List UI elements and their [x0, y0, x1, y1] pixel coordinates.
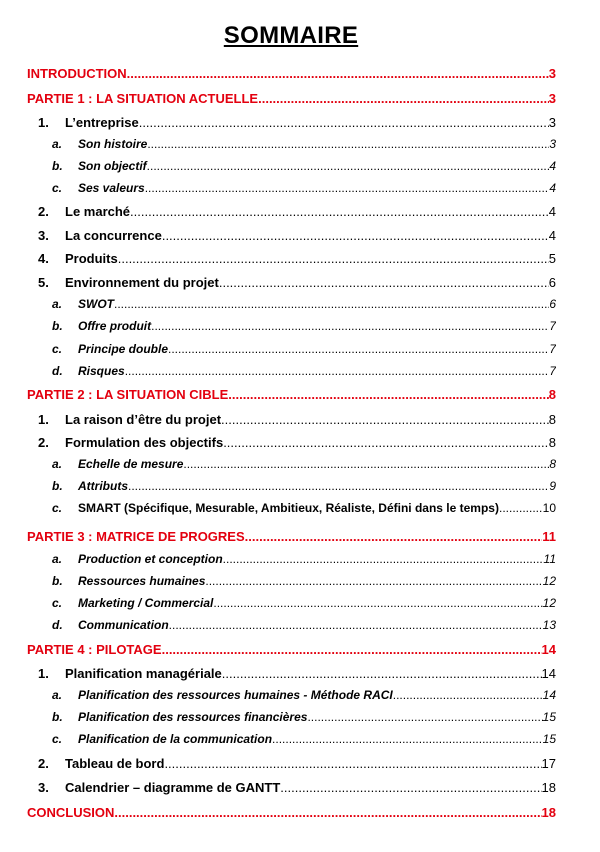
- toc-page-number: 14: [541, 666, 556, 681]
- toc-entry-label: Echelle de mesure: [78, 457, 184, 471]
- dot-leader: [499, 501, 543, 515]
- dot-leader: [114, 297, 549, 311]
- toc-entry-label: Marketing / Commercial: [78, 596, 214, 610]
- toc-page-number: 7: [549, 364, 556, 378]
- toc-entry-label: Communication: [78, 618, 169, 632]
- toc-entry-label: INTRODUCTION: [27, 66, 127, 81]
- toc-page-number: 13: [542, 618, 556, 632]
- dot-leader: [183, 457, 549, 471]
- toc-entry-produits[interactable]: [38, 251, 556, 269]
- toc-entry-planification-communication[interactable]: [52, 732, 556, 749]
- toc-entry-label: Son objectif: [78, 159, 147, 173]
- toc-entry-planification-financieres[interactable]: [52, 710, 556, 727]
- toc-page-number: 12: [542, 574, 556, 588]
- toc-entry-label: Ressources humaines: [78, 574, 206, 588]
- toc-entry-label: La concurrence: [65, 228, 162, 243]
- toc-entry-number: 1.: [38, 115, 49, 130]
- toc-entry-label: Production et conception: [78, 552, 223, 566]
- dot-leader: [164, 756, 541, 771]
- toc-entry-label: Principe double: [78, 342, 169, 356]
- toc-page-number: 4: [549, 181, 556, 195]
- toc-entry-calendrier-gantt[interactable]: [38, 780, 556, 798]
- dot-leader: [118, 251, 549, 266]
- dot-leader: [272, 732, 543, 746]
- toc-entry-label: SMART (Spécifique, Mesurable, Ambitieux, Réaliste, Défini dans le temps): [78, 501, 499, 515]
- toc-entry-entreprise[interactable]: [38, 115, 556, 133]
- dot-leader: [125, 364, 550, 378]
- toc-page-number: 4: [548, 204, 556, 219]
- toc-entry-label: Le marché: [65, 204, 131, 219]
- toc-entry-number: c.: [52, 342, 63, 356]
- dot-leader: [245, 529, 543, 544]
- dot-leader: [130, 204, 549, 219]
- toc-page-number: 3: [548, 66, 556, 81]
- toc-page-number: 11: [543, 552, 556, 566]
- toc-entry-label: PARTIE 1 : LA SITUATION ACTUELLE: [27, 91, 259, 106]
- toc-page-number: 7: [549, 342, 556, 356]
- dot-leader: [280, 780, 541, 795]
- toc-entry-echelle-de-mesure[interactable]: [52, 457, 556, 474]
- toc-entry-number: d.: [52, 364, 63, 378]
- toc-page-number: 3: [548, 91, 556, 106]
- toc-entry-label: PARTIE 4 : PILOTAGE: [27, 642, 162, 657]
- toc-entry-production-et-conception[interactable]: [52, 552, 556, 569]
- toc-entry-label: L’entreprise: [65, 115, 139, 130]
- toc-entry-number: b.: [52, 574, 63, 588]
- dot-leader: [258, 91, 549, 106]
- toc-entry-number: a.: [52, 137, 63, 151]
- dot-leader: [307, 710, 542, 724]
- toc-entry-label: Son histoire: [78, 137, 148, 151]
- dot-leader: [145, 181, 550, 195]
- dot-leader: [228, 387, 549, 402]
- toc-entry-introduction[interactable]: [27, 66, 556, 84]
- toc-entry-planification-manageriale[interactable]: [38, 666, 556, 684]
- toc-page-number: 3: [549, 137, 556, 151]
- toc-page-number: 5: [548, 251, 556, 266]
- toc-entry-number: b.: [52, 479, 63, 493]
- toc-entry-le-marche[interactable]: [38, 204, 556, 222]
- toc-entry-number: b.: [52, 319, 63, 333]
- toc-entry-son-histoire[interactable]: [52, 137, 556, 154]
- page-title: SOMMAIRE: [223, 22, 359, 49]
- dot-leader: [147, 159, 550, 173]
- dot-leader: [151, 319, 549, 333]
- dot-leader: [168, 342, 549, 356]
- toc-entry-label: Ses valeurs: [78, 181, 145, 195]
- toc-entry-partie-1[interactable]: [27, 91, 556, 109]
- toc-page-number: 12: [542, 596, 556, 610]
- toc-page-number: 4: [549, 159, 556, 173]
- toc-entry-raison-d-etre[interactable]: [38, 412, 556, 430]
- toc-page-number: 15: [542, 710, 556, 724]
- toc-entry-number: c.: [52, 596, 63, 610]
- toc-page-number: 8: [548, 435, 556, 450]
- toc-page-number: 9: [549, 479, 556, 493]
- toc-entry-label: Produits: [65, 251, 118, 266]
- toc-entry-label: La raison d’être du projet: [65, 412, 222, 427]
- toc-page-number: 7: [549, 319, 556, 333]
- toc-entry-partie-2[interactable]: [27, 387, 556, 405]
- dot-leader: [213, 596, 542, 610]
- toc-entry-label: PARTIE 3 : MATRICE DE PROGRES: [27, 529, 245, 544]
- toc-entry-number: d.: [52, 618, 63, 632]
- toc-entry-number: 5.: [38, 275, 49, 290]
- toc-page-number: 18: [541, 805, 556, 820]
- toc-entry-tableau-de-bord[interactable]: [38, 756, 556, 774]
- toc-entry-label: Calendrier – diagramme de GANTT: [65, 780, 281, 795]
- toc-page-number: 11: [542, 529, 556, 544]
- toc-entry-number: b.: [52, 159, 63, 173]
- toc-page-number: 15: [542, 732, 556, 746]
- toc-entry-label: SWOT: [78, 297, 114, 311]
- toc-entry-label: Planification des ressources humaines - Méthode RACI: [78, 688, 393, 702]
- toc-page-number: 4: [548, 228, 556, 243]
- toc-entry-number: 3.: [38, 780, 49, 795]
- dot-leader: [393, 688, 543, 702]
- toc-entry-label: CONCLUSION: [27, 805, 115, 820]
- dot-leader: [139, 115, 549, 130]
- dot-leader: [162, 228, 549, 243]
- toc-entry-la-concurrence[interactable]: [38, 228, 556, 246]
- toc-entry-risques[interactable]: [52, 364, 556, 381]
- toc-entry-label: Environnement du projet: [65, 275, 219, 290]
- toc-entry-conclusion[interactable]: [27, 805, 556, 823]
- dot-leader: [223, 435, 549, 450]
- dot-leader: [222, 666, 542, 681]
- toc-entry-swot[interactable]: [52, 297, 556, 314]
- toc-entry-planification-rh-raci[interactable]: [52, 688, 556, 705]
- toc-entry-number: 4.: [38, 251, 49, 266]
- toc-entry-number: c.: [52, 181, 63, 195]
- toc-page-number: 8: [548, 387, 556, 402]
- dot-leader: [127, 66, 549, 81]
- toc-entry-number: 1.: [38, 412, 49, 427]
- toc-entry-environnement-du-projet[interactable]: [38, 275, 556, 293]
- dot-leader: [221, 412, 549, 427]
- toc-entry-formulation-des-objectifs[interactable]: [38, 435, 556, 453]
- dot-leader: [223, 552, 544, 566]
- dot-leader: [128, 479, 549, 493]
- toc-entry-label: Planification managériale: [65, 666, 222, 681]
- toc-page-number: 14: [542, 688, 556, 702]
- toc-entry-communication[interactable]: [52, 618, 556, 635]
- toc-entry-attributs[interactable]: [52, 479, 556, 496]
- toc-entry-son-objectif[interactable]: [52, 159, 556, 176]
- toc-entry-label: Risques: [78, 364, 125, 378]
- toc-entry-smart[interactable]: [52, 501, 556, 518]
- toc-entry-number: 2.: [38, 435, 49, 450]
- toc-entry-label: Attributs: [78, 479, 128, 493]
- toc-page-number: 8: [548, 412, 556, 427]
- toc-entry-offre-produit[interactable]: [52, 319, 556, 336]
- toc-entry-partie-4[interactable]: [27, 642, 556, 660]
- toc-entry-number: a.: [52, 552, 63, 566]
- toc-page-number: 8: [549, 457, 556, 471]
- toc-entry-number: c.: [52, 732, 63, 746]
- toc-entry-label: Tableau de bord: [65, 756, 165, 771]
- dot-leader: [219, 275, 549, 290]
- toc-page-number: 10: [542, 501, 556, 515]
- toc-entry-number: b.: [52, 710, 63, 724]
- toc-entry-label: Formulation des objectifs: [65, 435, 224, 450]
- toc-page-number: 6: [549, 297, 556, 311]
- toc-entry-number: 3.: [38, 228, 49, 243]
- toc-entry-number: c.: [52, 501, 63, 515]
- toc-entry-number: 2.: [38, 204, 49, 219]
- toc-entry-ressources-humaines[interactable]: [52, 574, 556, 591]
- toc-page-number: 6: [548, 275, 556, 290]
- toc-entry-principe-double[interactable]: [52, 342, 556, 359]
- toc-entry-number: a.: [52, 457, 63, 471]
- toc-entry-label: Planification de la communication: [78, 732, 273, 746]
- toc-entry-label: Offre produit: [78, 319, 152, 333]
- toc-page-number: 17: [541, 756, 556, 771]
- dot-leader: [169, 618, 543, 632]
- toc-entry-label: Planification des ressources financières: [78, 710, 308, 724]
- toc-page-number: 3: [548, 115, 556, 130]
- toc-entry-label: PARTIE 2 : LA SITUATION CIBLE: [27, 387, 229, 402]
- toc-entry-ses-valeurs[interactable]: [52, 181, 556, 198]
- toc-entry-number: 2.: [38, 756, 49, 771]
- toc-entry-number: a.: [52, 688, 63, 702]
- dot-leader: [205, 574, 542, 588]
- dot-leader: [114, 805, 541, 820]
- dot-leader: [147, 137, 549, 151]
- toc-entry-number: a.: [52, 297, 63, 311]
- toc-page-number: 14: [541, 642, 556, 657]
- dot-leader: [162, 642, 542, 657]
- toc-entry-marketing-commercial[interactable]: [52, 596, 556, 613]
- toc-entry-number: 1.: [38, 666, 49, 681]
- toc-entry-partie-3[interactable]: [27, 529, 556, 547]
- toc-page-number: 18: [541, 780, 556, 795]
